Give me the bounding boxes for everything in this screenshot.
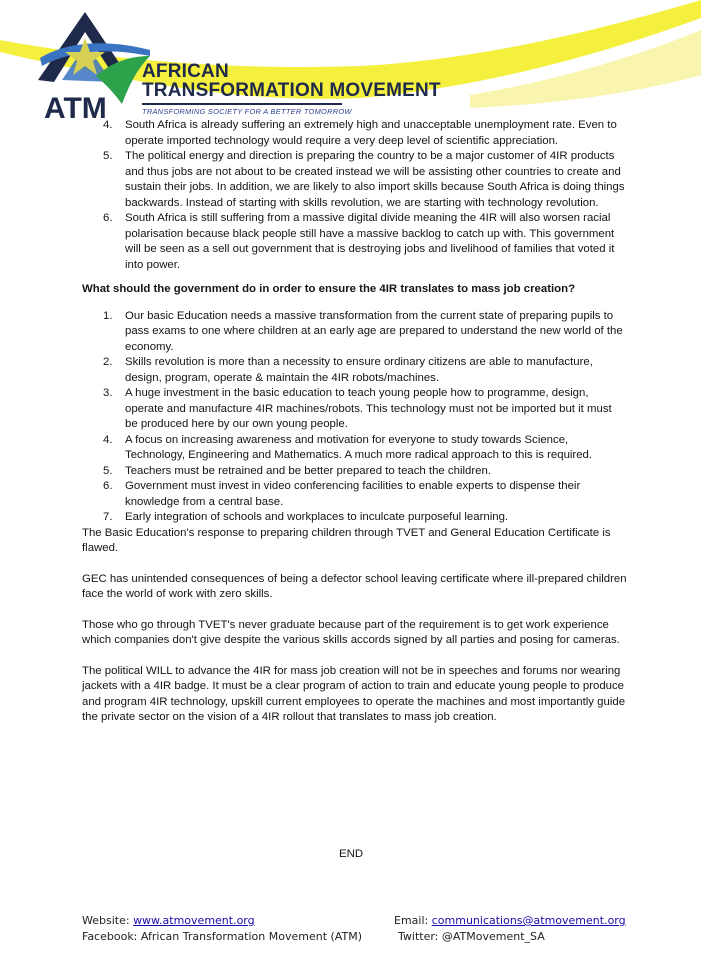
- list-number: 2.: [103, 356, 113, 368]
- brand-underline: [142, 103, 342, 105]
- atm-emblem-icon: [38, 12, 150, 104]
- list-item: [82, 510, 627, 526]
- list-number: 5.: [103, 150, 113, 162]
- list-item: [82, 464, 627, 480]
- list-number: 5.: [103, 464, 113, 477]
- list-item: [82, 309, 627, 356]
- org-name-line-1: AFRICAN: [142, 61, 229, 82]
- list-item: [82, 355, 627, 386]
- list-item: [82, 433, 627, 464]
- paragraph-tvet-gec: The Basic Education's response to preparing children through TVET and General Education Certificate is flawed.: [82, 526, 611, 554]
- end-marker: END: [339, 848, 364, 860]
- list-number: 6.: [103, 480, 113, 492]
- email-block: [394, 913, 626, 929]
- footer-row-1: [82, 913, 642, 929]
- paragraph-political-will: The political WILL to advance the 4IR for mass job creation will not be in speeches and forums nor wearing jackets with a 4IR badge. It must be a clear program of action to train and educate young people to produce and program 4IR technology, upskill current employees to operate the machines and most importantly guide the private sector on the vision of a 4IR rollout that translates to mass job creation.: [82, 664, 626, 723]
- list-item: [82, 149, 627, 211]
- list-text: The political energy and direction is preparing the country to be a major customer of 4IR products and thus jobs are not about to be created instead we will be assisting other countries to create and sustain their jobs. In addition, we are likely to also import skills because South Africa is doing things backwards. Instead of starting with skills revolution, we are starting with technology revolution.: [125, 150, 625, 209]
- list-text: Government must invest in video conferencing facilities to enable experts to dispense their knowledge from a central base.: [125, 480, 581, 508]
- list-number: 3.: [103, 387, 113, 399]
- list-text: Our basic Education needs a massive transformation from the current state of preparing pupils to pass exams to one where children at an early age are prepared to understand the new world of the economy.: [125, 309, 623, 353]
- org-name-line-2: TRANSFORMATION MOVEMENT: [142, 80, 441, 101]
- website-label: Website:: [82, 914, 130, 927]
- list-number: 4.: [103, 119, 113, 131]
- website-link[interactable]: www.atmovement.org: [133, 914, 255, 927]
- list-solutions: [82, 309, 627, 526]
- email-label: Email:: [394, 914, 429, 927]
- list-text: Skills revolution is more than a necessity to ensure ordinary citizens are able to manufacture, design, program, operate & maintain the 4IR robots/machines.: [125, 356, 593, 384]
- list-number: 1.: [103, 309, 113, 322]
- footer-row-2: [82, 929, 642, 945]
- brand-block: [142, 62, 441, 116]
- facebook-text: Facebook: African Transformation Movement (ATM): [82, 930, 362, 943]
- list-item: [82, 386, 627, 433]
- list-problems: [82, 118, 627, 273]
- org-tagline: TRANSFORMING SOCIETY FOR A BETTER TOMORROW: [142, 107, 352, 116]
- list-text: Early integration of schools and workplaces to inculcate purposeful learning.: [125, 511, 509, 523]
- list-number: 7.: [103, 511, 113, 523]
- twitter-text: Twitter: @ATMovement_SA: [398, 930, 545, 943]
- paragraph-tvet-graduates: Those who go through TVET's never graduate because part of the requirement is to get work experience which companies don't give despite the various skills accords signed by all parties and posing for cameras.: [82, 618, 620, 646]
- email-link[interactable]: communications@atmovement.org: [431, 914, 626, 927]
- document-body: [82, 118, 627, 741]
- list-item: [82, 211, 627, 273]
- list-text: A focus on increasing awareness and motivation for everyone to study towards Science, Technology, Engineering and Mathematics. A much more radical approach to this is required.: [125, 433, 593, 461]
- atm-acronym-logo: ATM: [44, 92, 107, 125]
- paragraph-gec-consequences: GEC has unintended consequences of being a defector school leaving certificate where ill-prepared children face the world of work with zero skills.: [82, 572, 627, 600]
- list-item: [82, 479, 627, 510]
- list-item: [82, 118, 627, 149]
- list-number: 6.: [103, 212, 113, 224]
- list-text: South Africa is already suffering an extremely high and unacceptable unemployment rate. Even to operate imported technology would require a very deep level of scientific appreciation.: [125, 119, 617, 147]
- section-question-heading: What should the government do in order to ensure the 4IR translates to mass job creation?: [82, 283, 576, 295]
- contact-footer: [82, 913, 642, 945]
- list-text: South Africa is still suffering from a massive digital divide meaning the 4IR will also worsen racial polarisation because black people still have a massive backlog to catch up with. This government will be seen as a sell out government that is destroying jobs and livelihood of families that voted it into power.: [125, 212, 615, 271]
- list-text: Teachers must be retrained and be better prepared to teach the children.: [125, 464, 491, 477]
- list-number: 4.: [103, 433, 113, 446]
- list-text: A huge investment in the basic education to teach young people how to programme, design, operate and manufacture 4IR machines/robots. This technology must not be imported but it must be produced here by our own young people.: [125, 387, 612, 430]
